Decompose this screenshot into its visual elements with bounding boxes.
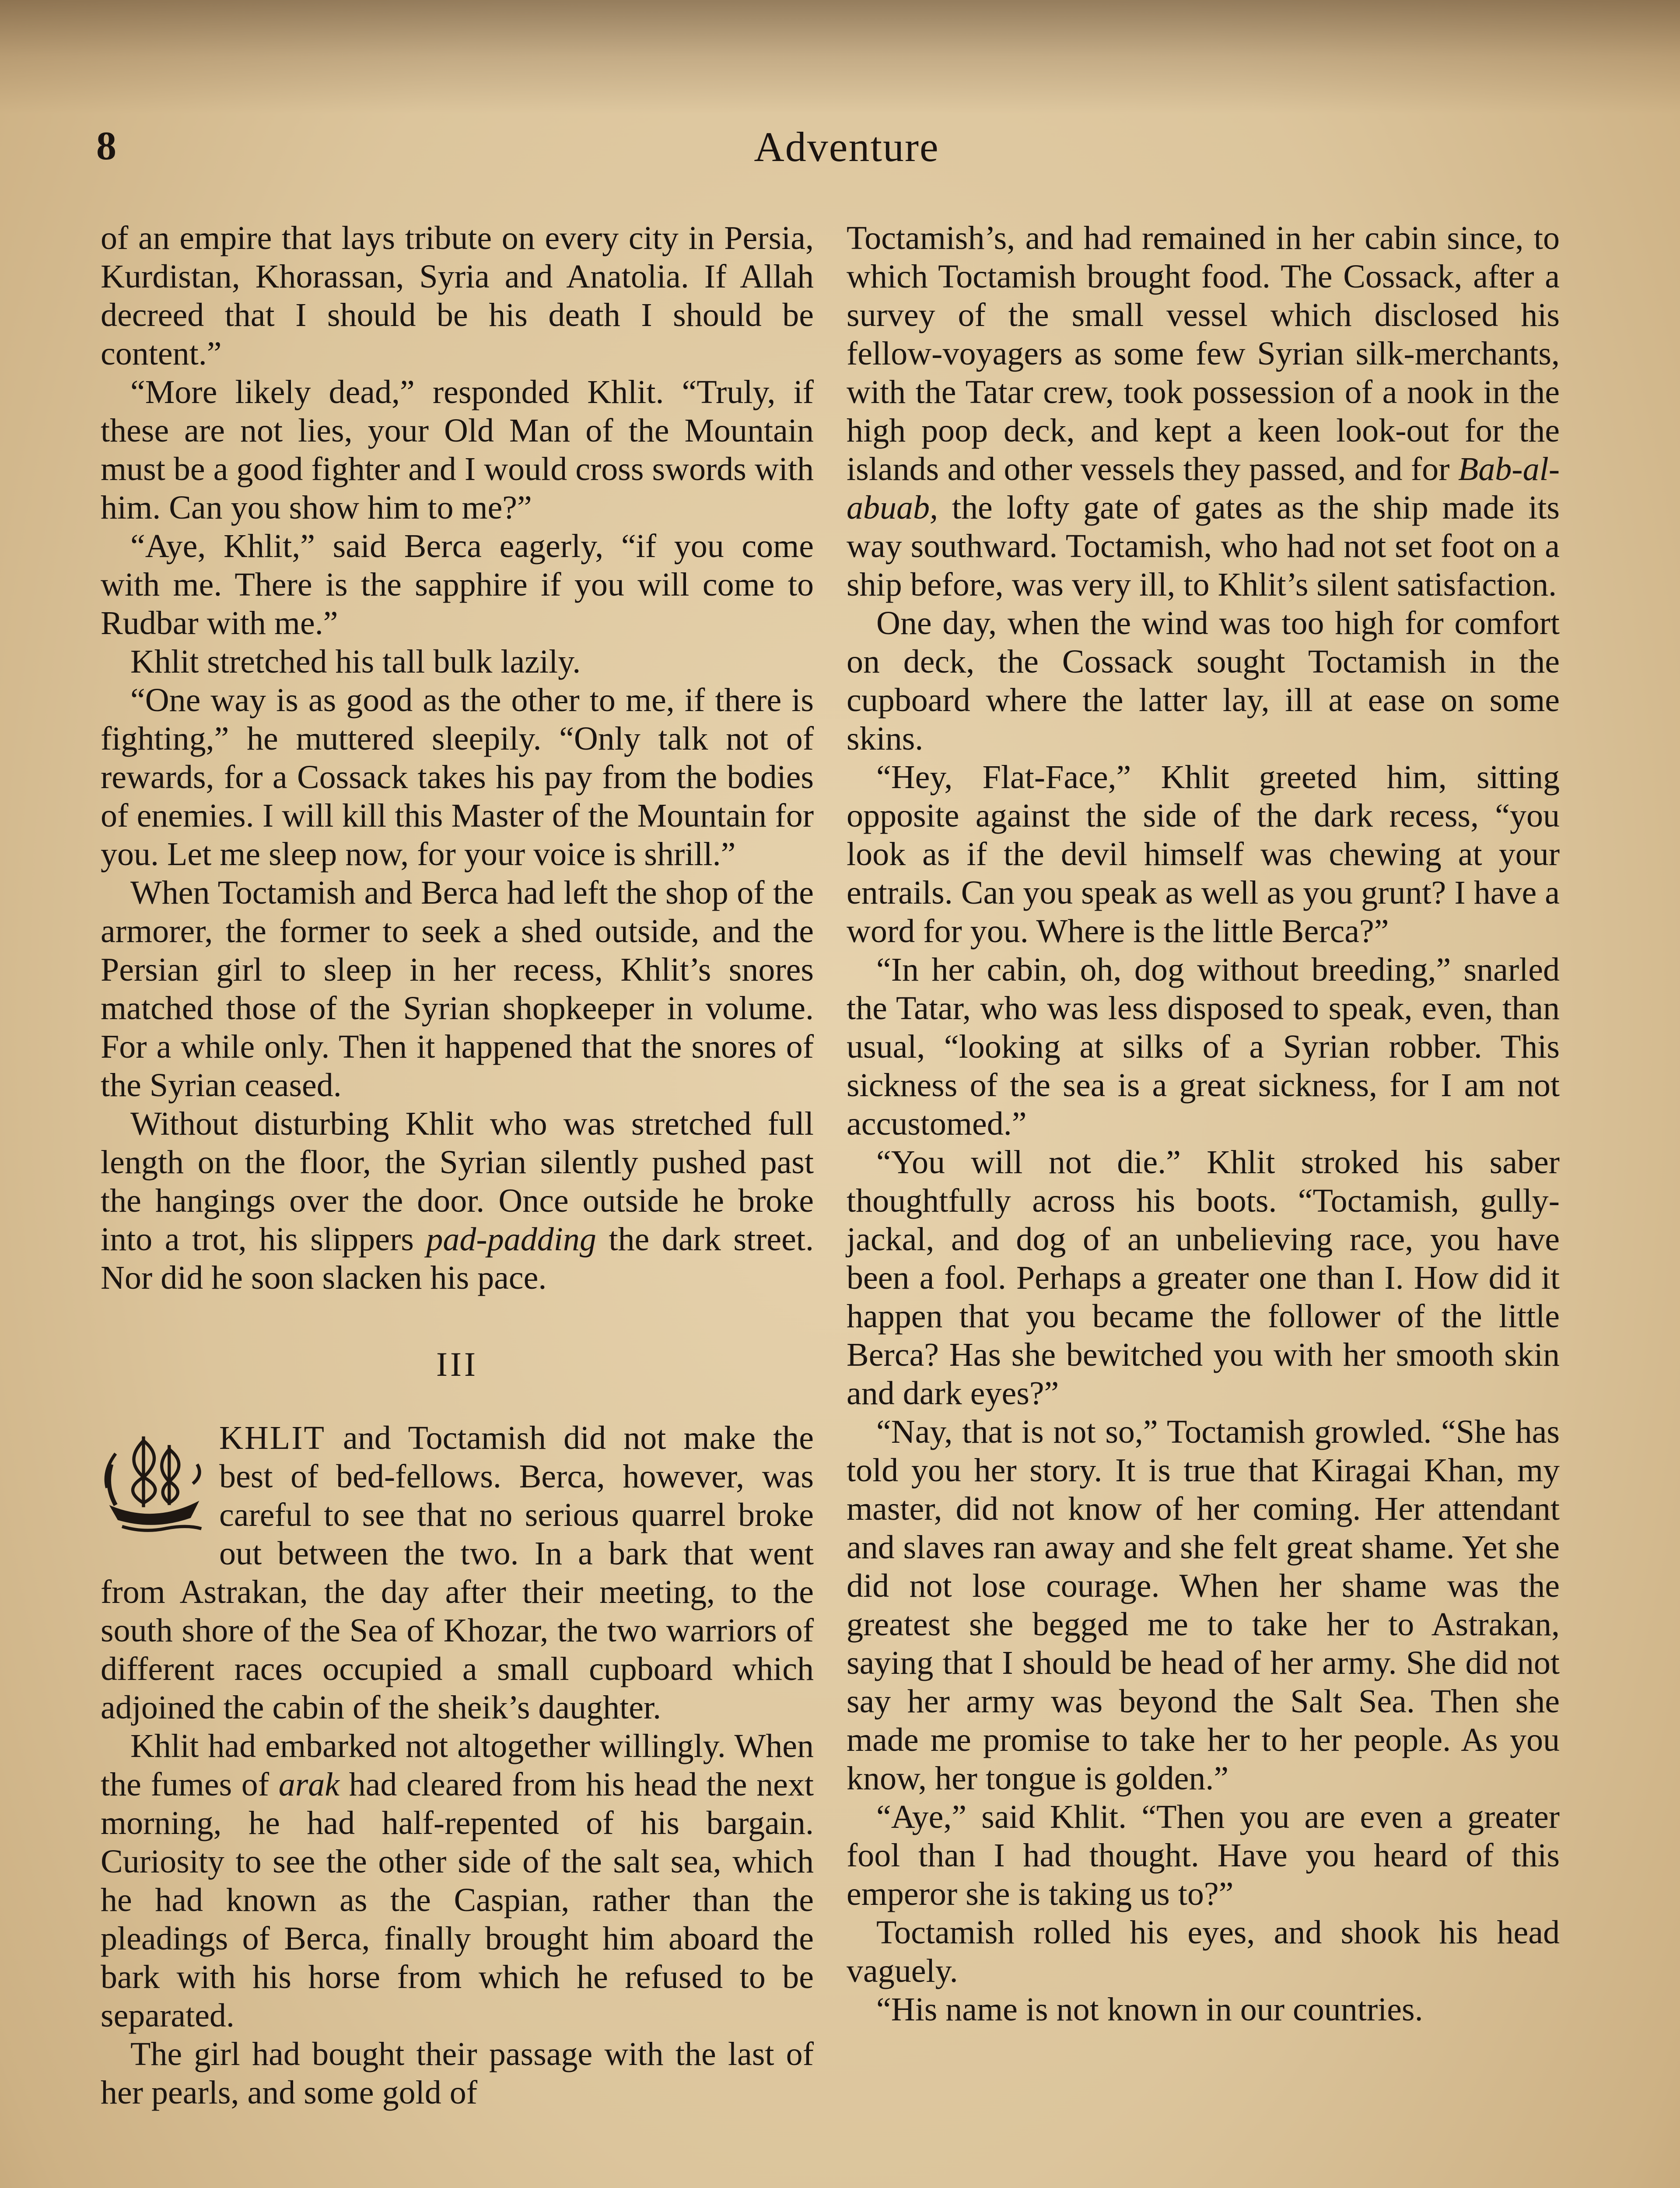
paragraph: of an empire that lays tribute on every city in Persia, Kurdistan, Khorassan, Syria and Anatolia. If Allah decreed that I should be his death I should be content.” — [101, 220, 814, 372]
paragraph: The girl had bought their passage with the last of her pearls, and some gold of — [101, 2036, 814, 2111]
sailing-ship-icon — [101, 1421, 208, 1539]
section-numeral: III — [436, 1345, 478, 1383]
text-run: and Toctamish did not make the best of bed-fellows. Berca, however, was careful to see that no serious quarrel broke out between the two. In a bark that went from Astrakan, the day after their meeting, to the south shore of the Sea of Khozar, the two warriors of different races occupied a small cupboard which adjoined the cabin of the sheik’s daughter. — [101, 1420, 814, 1726]
paragraph: Toctamish rolled his eyes, and shook his head vaguely. — [847, 1914, 1560, 1989]
italic-text: Bab-al-abuab, — [847, 451, 1560, 526]
running-title: Adventure — [754, 123, 939, 170]
paragraph — [101, 1727, 814, 2035]
text-run: the lofty gate of gates as the ship made its way southward. Toctamish, who had not set foot on a ship before, was very ill, to Khlit’s silent satisfaction. — [847, 489, 1560, 603]
paragraph: “His name is not known in our countries. — [876, 1991, 1423, 2028]
left-column — [101, 219, 814, 2112]
paragraph — [101, 1105, 814, 1297]
paragraph: “Aye, Khlit,” said Berca eagerly, “if you come with me. There is the sapphire if you will come to Rudbar with me.” — [101, 528, 814, 642]
paragraph: One day, when the wind was too high for comfort on deck, the Cossack sought Toctamish in the cupboard where the latter lay, ill at ease on some skins. — [847, 605, 1560, 757]
text-run: had cleared from his head the next morning, he had half-repented of his bargain. Curiosity to see the other side of the salt sea, which he had known as the Caspian, rather than the pleadings of Berca, finally brought him aboard the bark with his horse from which he refused to be separated. — [101, 1766, 814, 2034]
section-opening-caps: KHLIT — [219, 1420, 326, 1456]
paragraph: When Toctamish and Berca had left the shop of the armorer, the former to seek a shed outside, and the Persian girl to sleep in her recess, Khlit’s snores matched those of the Syrian shopkeeper in volume. For a while only. Then it happened that the snores of the Syrian ceased. — [101, 874, 814, 1104]
right-column — [847, 219, 1560, 2029]
italic-text: arak — [278, 1766, 340, 1803]
page-header — [96, 123, 1597, 188]
paragraph — [847, 219, 1560, 604]
text-run: Without disturbing Khlit who was stretched full length on the floor, the Syrian silently pushed past the hangings over the door. Once outside he broke into a trot, his slippers — [101, 1105, 814, 1258]
page-number: 8 — [96, 123, 116, 168]
paragraph: “Aye,” said Khlit. “Then you are even a greater fool than I had thought. Have you heard of this emperor she is taking us to?” — [847, 1799, 1560, 1912]
paragraph: “In her cabin, oh, dog without breeding,” snarled the Tatar, who was less disposed to speak, even, than usual, “looking at silks of a Syrian robber. This sickness of the sea is a great sickness, for I am not accustomed.” — [847, 951, 1560, 1142]
paragraph: “Nay, that is not so,” Toctamish growled. “She has told you her story. It is true that Kiragai Khan, my master, did not know of her coming. Her attendant and slaves ran away and she felt great shame. Yet she did not lose courage. When her shame was the greatest she begged me to take her to Astrakan, saying that I should be head of her army. She did not say her army was beyond the Salt Sea. Then she made me promise to take her to her people. As you know, her tongue is golden.” — [847, 1413, 1560, 1797]
text-run: the dark street. Nor did he soon slacken his pace. — [101, 1221, 814, 1296]
paragraph: Khlit stretched his tall bulk lazily. — [130, 643, 581, 680]
text-run: Toctamish’s, and had remained in her cabin since, to which Toctamish brought food. The Cossack, after a survey of the small vessel which disclosed his fellow-voyagers as some few Syrian silk-merchants, with the Tatar crew, took possession of a nook in the high poop deck, and kept a keen look-out for the islands and other vessels they passed, and for — [847, 220, 1560, 487]
paragraph: “One way is as good as the other to me, if there is fighting,” he muttered sleepily. “Only talk not of rewards, for a Cossack takes his pay from the bodies of enemies. I will kill this Master of the Mountain for you. Let me sleep now, for your voice is shrill.” — [101, 682, 814, 873]
text-run: Khlit had embarked not altogether willingly. When the fumes of — [101, 1728, 814, 1803]
italic-text: pad-padding — [426, 1221, 596, 1258]
section-opening-paragraph — [101, 1419, 814, 1727]
paragraph: “Hey, Flat-Face,” Khlit greeted him, sitting opposite against the side of the dark recess, “you look as if the devil himself was chewing at your entrails. Can you speak as well as you grunt? I have a word for you. Where is the little Berca?” — [847, 759, 1560, 950]
paragraph: “More likely dead,” responded Khlit. “Truly, if these are not lies, your Old Man of the Mountain must be a good fighter and I would cross swords with him. Can you show him to me?” — [101, 374, 814, 526]
paragraph: “You will not die.” Khlit stroked his saber thoughtfully across his boots. “Toctamish, gully-jackal, and dog of an unbelieving race, you have been a fool. Perhaps a greater one than I. How did it happen that you became the follower of the little Berca? Has she bewitched you with her smooth skin and dark eyes?” — [847, 1144, 1560, 1412]
